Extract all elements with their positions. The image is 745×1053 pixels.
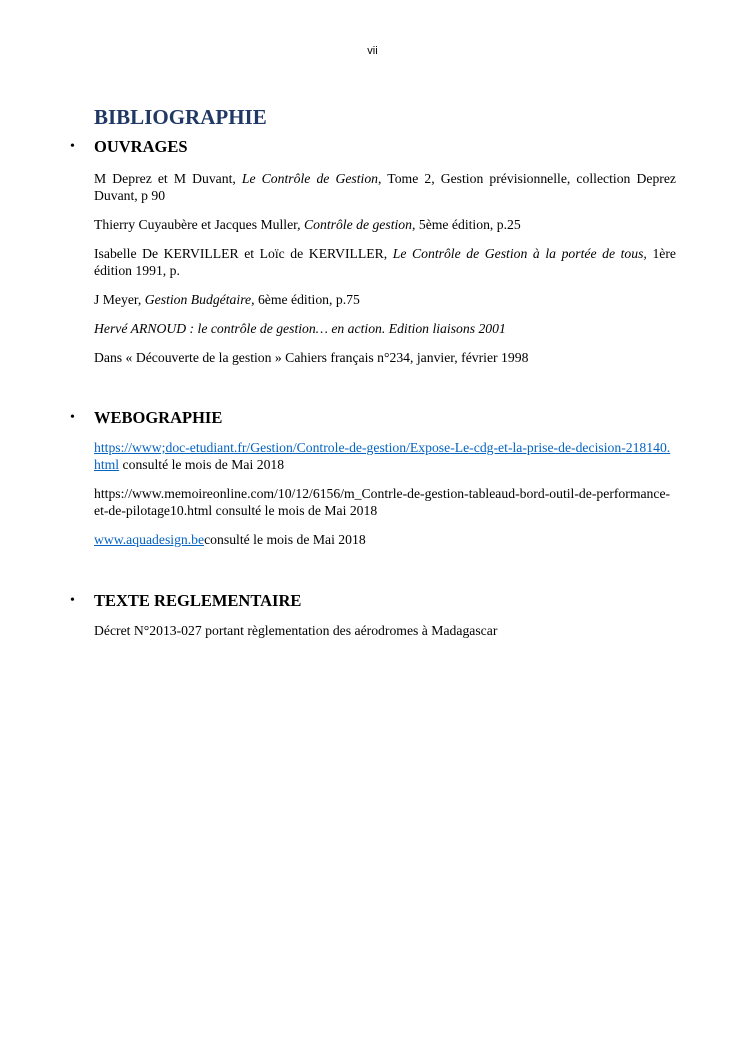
reference-entry-cuyaubere [94, 216, 676, 233]
web-consultation-note: consulté le mois de Mai 2018 [119, 457, 285, 472]
reference-author: J Meyer, [94, 292, 145, 307]
web-entry-aquadesign [94, 531, 676, 548]
web-link-aquadesign[interactable]: www.aquadesign.be [94, 532, 205, 547]
reference-title: Le Contrôle de Gestion à la portée de tous, [392, 246, 647, 261]
reference-author: Thierry Cuyaubère et Jacques Muller, [94, 217, 305, 232]
reference-details: , 6ème édition, p.75 [251, 292, 360, 307]
reference-title: Le Contrôle de Gestion [241, 171, 379, 186]
reference-text: Dans « Découverte de la gestion » Cahiers français n°234, janvier, février 1998 [94, 350, 529, 365]
web-entry-doc-etudiant [94, 439, 676, 473]
section-heading-texte-reglementaire: TEXTE REGLEMENTAIRE [94, 591, 302, 610]
web-link-doc-etudiant[interactable]: https://www;doc-etudiant.fr/Gestion/Controle-de-gestion/Expose-Le-cdg-et-la-prise-de-decision-218140.html [94, 440, 671, 472]
regulation-entry [94, 622, 676, 639]
web-text-memoireonline: https://www.memoireonline.com/10/12/6156/m_Contrle-de-gestion-tableaud-bord-outil-de-performance-et-de-pilotage10.html consulté le mois de Mai 2018 [94, 486, 671, 518]
regulation-text: Décret N°2013-027 portant règlementation des aérodromes à Madagascar [94, 623, 498, 638]
reference-details: , Tome 2, Gestion prévisionnelle, collection Deprez Duvant, p 90 [94, 171, 676, 203]
reference-entry-kerviller [94, 245, 676, 279]
reference-entry-meyer [94, 291, 676, 308]
web-entry-memoireonline [94, 485, 676, 519]
reference-title: Gestion Budgétaire [144, 292, 252, 307]
bullet-webographie: • [70, 410, 75, 425]
reference-entry-arnoud [94, 320, 676, 337]
reference-title: Contrôle de gestion [304, 217, 412, 232]
reference-entry-cahiers [94, 349, 676, 366]
reference-text: Hervé ARNOUD : le contrôle de gestion… en action. Edition liaisons 2001 [94, 321, 506, 336]
web-consultation-note: consulté le mois de Mai 2018 [204, 532, 366, 547]
reference-details: 1ère édition 1991, p. [94, 246, 676, 278]
reference-author: Isabelle De KERVILLER et Loïc de KERVILLER, [94, 246, 393, 261]
bullet-ouvrages: • [70, 139, 75, 154]
section-heading-ouvrages: OUVRAGES [94, 137, 188, 156]
reference-author: M Deprez et M Duvant, [94, 171, 242, 186]
page-number: vii [367, 45, 378, 57]
page-title: BIBLIOGRAPHIE [94, 105, 267, 129]
bullet-texte-reglementaire: • [70, 593, 75, 608]
section-heading-webographie: WEBOGRAPHIE [94, 408, 223, 427]
reference-entry-deprez [94, 170, 676, 204]
reference-details: , 5ème édition, p.25 [412, 217, 521, 232]
